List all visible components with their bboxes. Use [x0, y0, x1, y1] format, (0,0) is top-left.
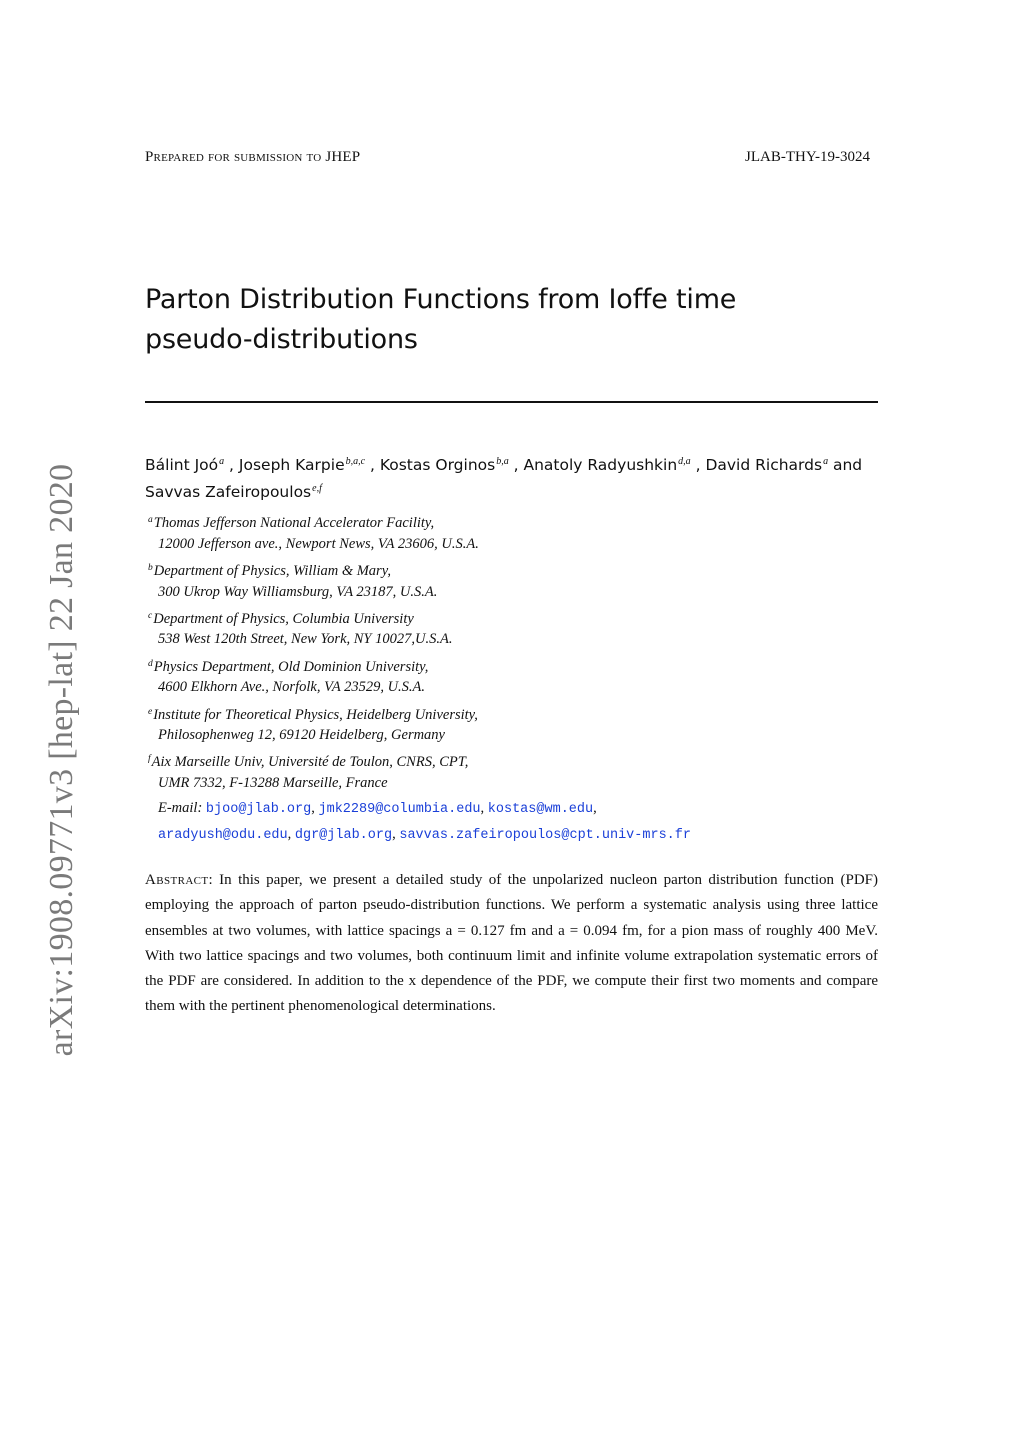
author-affiliation-mark: d,a: [678, 456, 691, 467]
abstract-label: Abstract:: [145, 872, 214, 888]
email-label: E-mail:: [158, 800, 203, 816]
author-separator: and: [828, 456, 863, 474]
affiliation-mark: f: [148, 754, 151, 765]
affiliation-item: [148, 605, 868, 652]
abstract-text: In this paper, we present a detailed study of the unpolarized nucleon parton distribution function (PDF) employing the approach of parton pseudo-distribution functions. We perform a systematic analysis using three lattice ensembles at two volumes, with lattice spacings a = 0.127 fm and a = 0.094 fm, for a pion mass of roughly 400 MeV. With two lattice spacings and two volumes, both continuum limit and infinite volume extrapolation systematic errors of the PDF are considered. In addition to the x dependence of the PDF, we compute their first two moments and compare them with the pertinent phenomenological determinations.: [145, 872, 878, 1015]
title-line-2: pseudo-distributions: [145, 324, 418, 355]
affiliation-address: Philosophenweg 12, 69120 Heidelberg, Germany: [158, 727, 445, 744]
author-affiliation-mark: e,f: [312, 483, 322, 494]
affiliation-line: Aix Marseille Univ, Université de Toulon, CNRS, CPT,: [151, 754, 469, 771]
author-name: Kostas Orginos: [379, 456, 496, 474]
author-separator: ,: [224, 456, 239, 474]
title-line-1: Parton Distribution Functions from Ioffe time: [145, 284, 737, 315]
email-block: E-mail: bjoo@jlab.org, jmk2289@columbia.edu, kostas@wm.edu, aradyush@odu.edu, dgr@jlab.org, savvas.zafeiropoulos@cpt.univ-mrs.fr: [158, 800, 691, 843]
affiliation-line: Thomas Jefferson National Accelerator Facility,: [153, 515, 435, 531]
report-number: JLAB-THY-19-3024: [745, 149, 870, 165]
author-list: [145, 450, 878, 504]
affiliation-address: 4600 Elkhorn Ave., Norfolk, VA 23529, U.S.A.: [158, 679, 426, 696]
affiliation-line: Institute for Theoretical Physics, Heidelberg University,: [153, 706, 478, 723]
affiliation-address: 300 Ukrop Way Williamsburg, VA 23187, U.S.A.: [158, 583, 438, 600]
affiliation-mark: c: [148, 610, 153, 621]
title-rule: [145, 401, 878, 403]
affiliation-line: Department of Physics, Columbia University: [153, 610, 414, 627]
author-name: Anatoly Radyushkin: [523, 456, 678, 474]
affiliation-address: UMR 7332, F-13288 Marseille, France: [158, 775, 388, 792]
author-name: David Richards: [705, 456, 823, 474]
email-link[interactable]: bjoo@jlab.org: [205, 802, 312, 817]
affiliation-line: Department of Physics, William & Mary,: [153, 562, 391, 579]
author-separator: ,: [690, 456, 706, 474]
author-separator: ,: [365, 456, 380, 474]
author-name: Joseph Karpie: [238, 456, 345, 474]
affiliation-line: Physics Department, Old Dominion University,: [153, 658, 429, 675]
affiliation-mark: e: [148, 706, 153, 717]
affiliation-address: 12000 Jefferson ave., Newport News, VA 23606, U.S.A.: [158, 535, 479, 552]
email-link[interactable]: savvas.zafeiropoulos@cpt.univ-mrs.fr: [399, 828, 691, 843]
affiliation-mark: b: [148, 562, 153, 573]
email-link[interactable]: aradyush@odu.edu: [158, 828, 288, 843]
affiliation-mark: d: [148, 658, 153, 669]
affiliation-item: [148, 509, 868, 556]
email-link[interactable]: jmk2289@columbia.edu: [318, 802, 481, 817]
arxiv-identifier[interactable]: arXiv:1908.09771v3 [hep-lat] 22 Jan 2020: [43, 463, 80, 1057]
author-affiliation-mark: b,a,c: [345, 456, 366, 467]
journal-header: Prepared for submission to JHEP: [145, 149, 361, 165]
author-affiliation-mark: b,a: [496, 456, 509, 467]
author-affiliation-mark: a: [823, 456, 829, 467]
author-separator: ,: [508, 456, 524, 474]
abstract: [145, 868, 878, 1020]
affiliation-list: [148, 509, 868, 796]
email-link[interactable]: kostas@wm.edu: [487, 802, 594, 817]
email-link[interactable]: dgr@jlab.org: [294, 828, 393, 843]
affiliation-address: 538 West 120th Street, New York, NY 10027,U.S.A.: [158, 631, 453, 648]
author-name: Bálint Joó: [145, 456, 219, 474]
affiliation-item: [148, 748, 868, 795]
author-affiliation-mark: a: [219, 456, 225, 467]
affiliation-item: [148, 653, 868, 700]
affiliation-item: [148, 701, 868, 748]
affiliation-item: [148, 557, 868, 604]
paper-title: [145, 280, 845, 360]
author-name: Savvas Zafeiropoulos: [145, 483, 312, 501]
affiliation-mark: a: [148, 515, 153, 525]
